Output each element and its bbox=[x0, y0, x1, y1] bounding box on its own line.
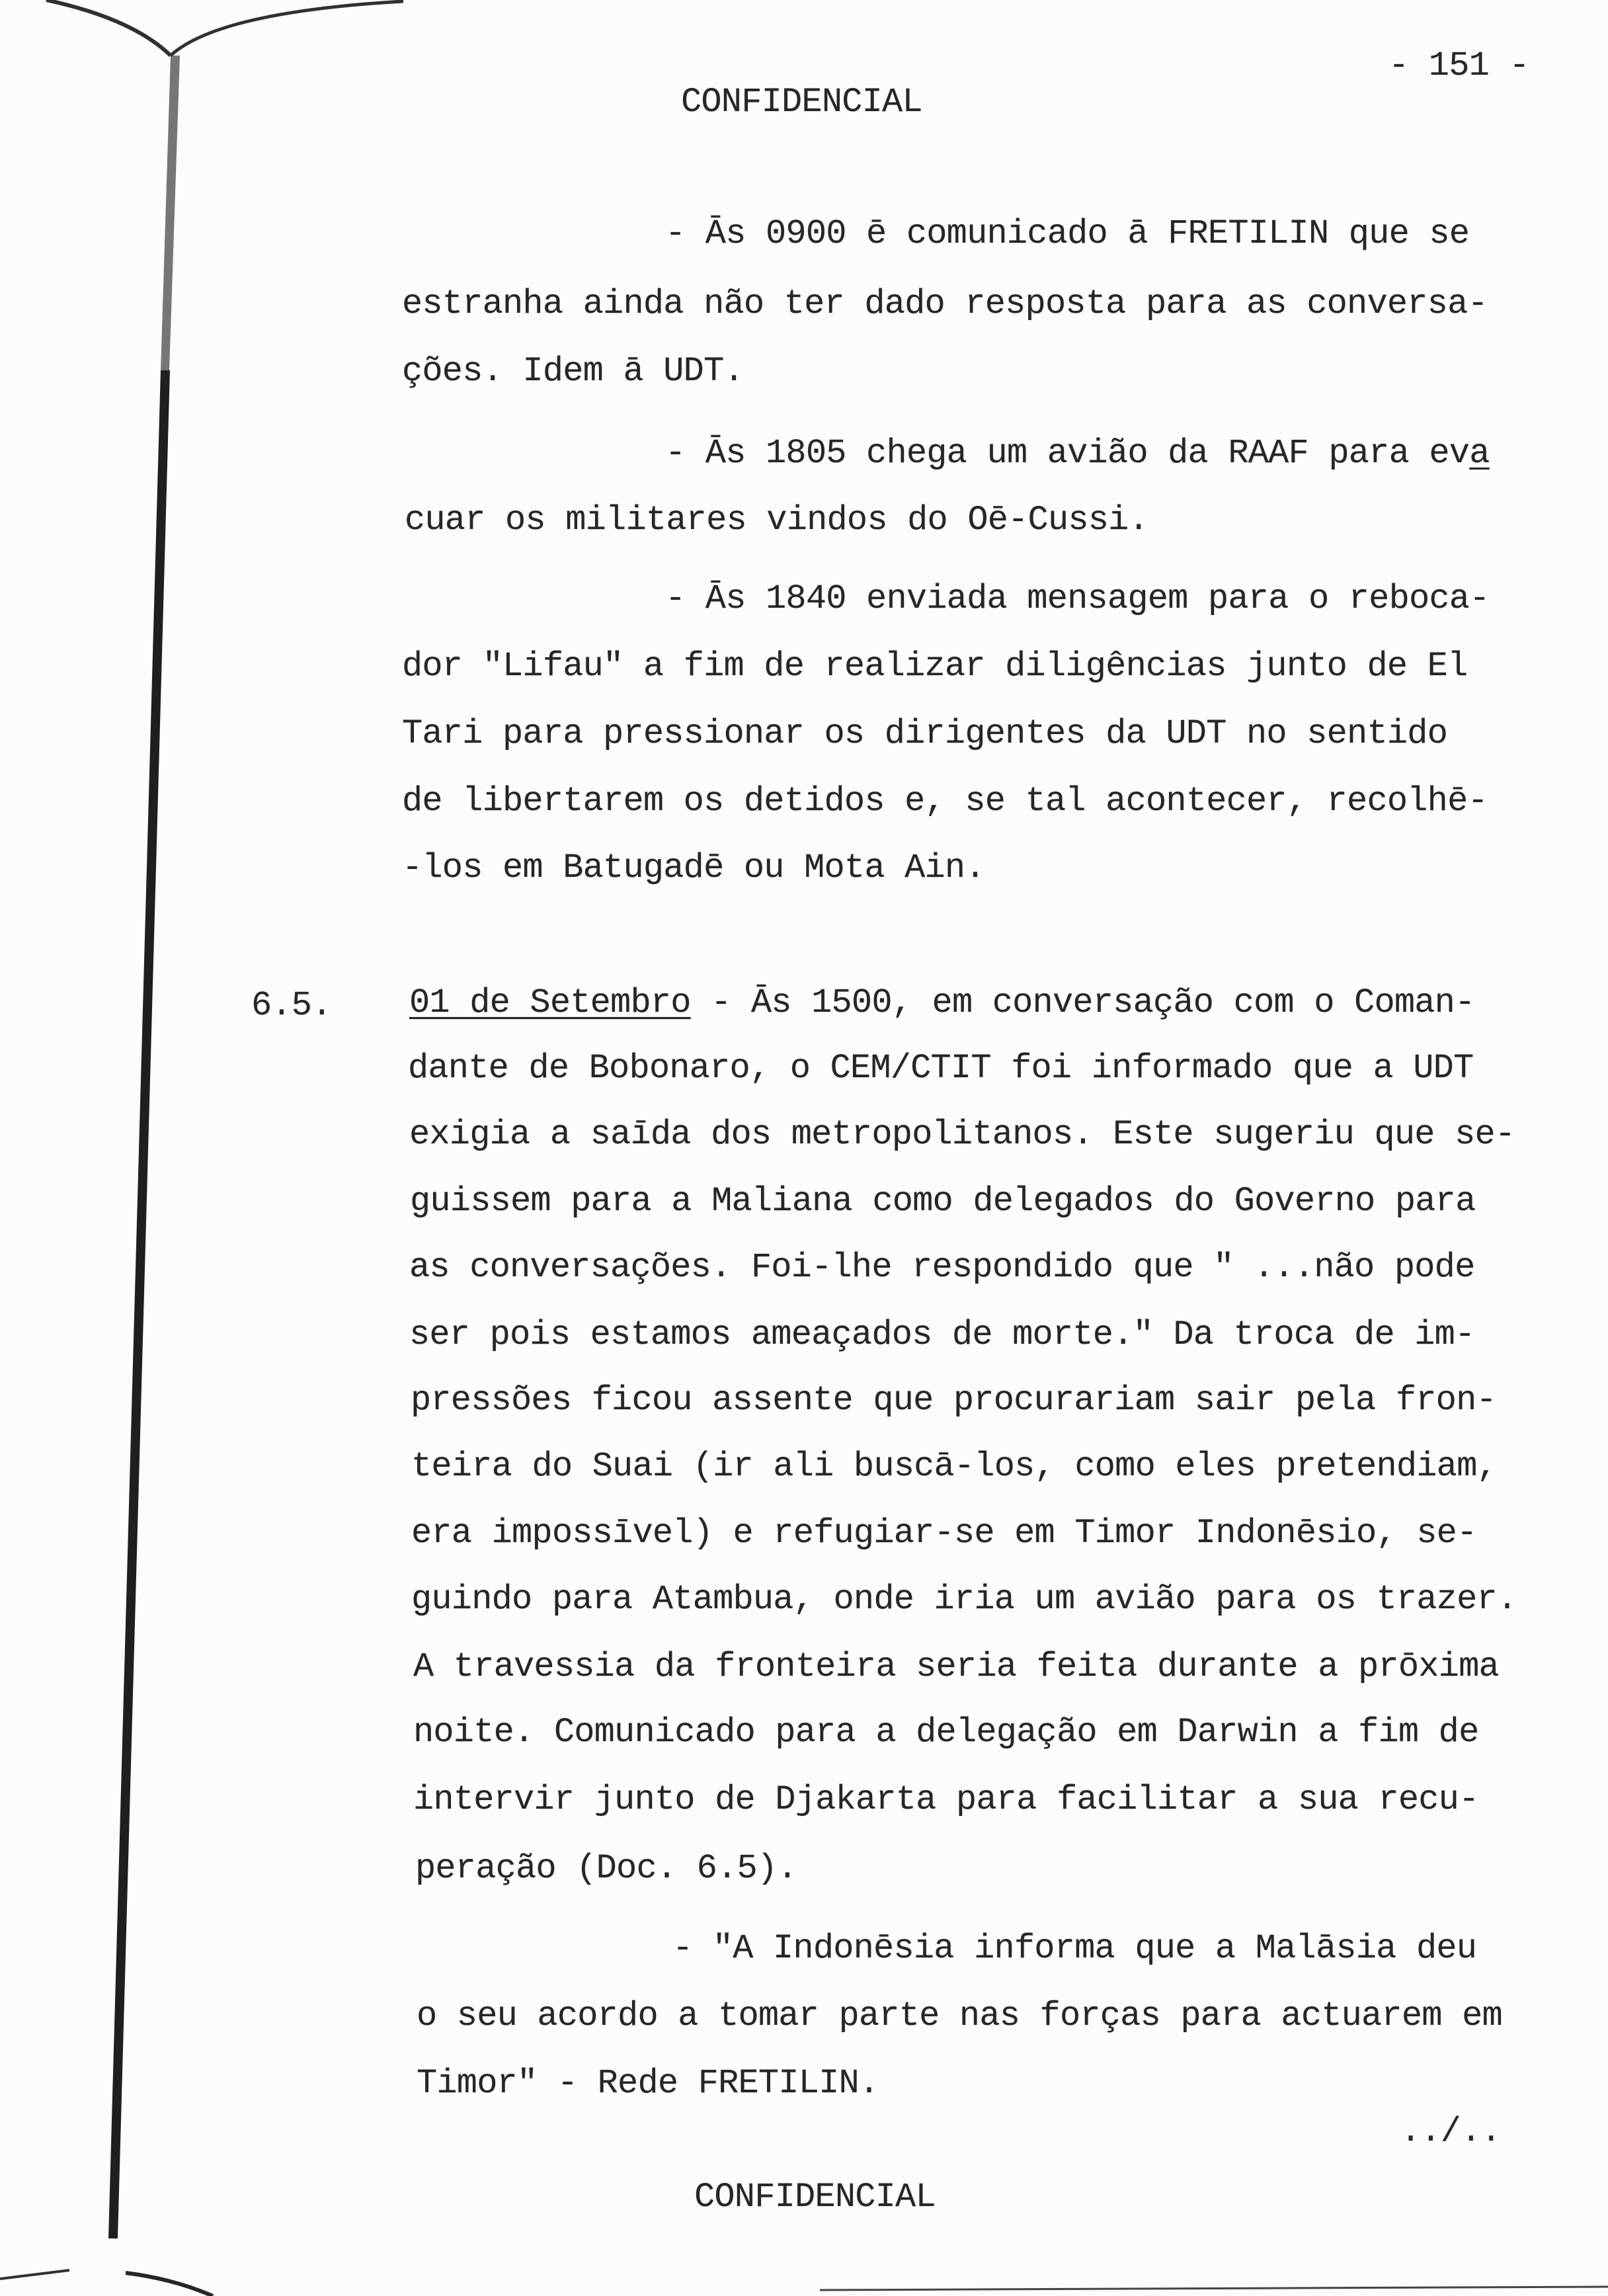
entry-1805-line bbox=[665, 434, 1490, 473]
section-number: 6.5. bbox=[251, 986, 332, 1025]
section-line: noite. Comunicado para a delegação em Darwin a fim de bbox=[413, 1713, 1479, 1752]
section-date-heading: 01 de Setembro bbox=[409, 983, 691, 1022]
text-segment: - Ās 1805 chega um avião da RAAF para ev bbox=[665, 434, 1470, 473]
bottom-left-edge-line bbox=[0, 2270, 69, 2279]
entry-0900-line: estranha ainda não ter dado resposta para as conversa- bbox=[402, 284, 1488, 323]
section-line: era impossīvel) e refugiar-se em Timor Indonēsio, se- bbox=[411, 1514, 1477, 1553]
section-line: guindo para Atambua, onde iria um avião para os trazer. bbox=[411, 1580, 1517, 1619]
section-line: exigia a saīda dos metropolitanos. Este sugeriu que se- bbox=[409, 1115, 1515, 1154]
entry-fretilin-line: Timor" - Rede FRETILIN. bbox=[417, 2064, 879, 2103]
classification-footer: CONFIDENCIAL bbox=[694, 2178, 936, 2217]
section-line: ser pois estamos ameaçados de morte." Da troca de im- bbox=[409, 1315, 1475, 1354]
section-line: A travessia da fronteira seria feita durante a prōxima bbox=[413, 1647, 1499, 1686]
entry-fretilin-line: - "A Indonēsia informa que a Malāsia deu bbox=[672, 1929, 1477, 1968]
bottom-left-fold-line bbox=[126, 2273, 213, 2296]
entry-fretilin-line: o seu acordo a tomar parte nas forças para actuarem em bbox=[417, 1996, 1502, 2035]
top-fold-line bbox=[171, 1, 403, 56]
entry-1840-line: Tari para pressionar os dirigentes da UDT no sentido bbox=[402, 714, 1448, 753]
text-segment: - Ās 1500, em conversação com o Coman- bbox=[690, 983, 1475, 1022]
classification-header: CONFIDENCIAL bbox=[681, 83, 922, 122]
entry-1805-line: cuar os militares vindos do Oē-Cussi. bbox=[405, 501, 1148, 540]
section-line: peração (Doc. 6.5). bbox=[415, 1849, 797, 1888]
underlined-text: a bbox=[1469, 434, 1490, 473]
section-line: as conversações. Foi-lhe respondido que " ...não pode bbox=[409, 1248, 1475, 1287]
binding-shadow-top bbox=[161, 56, 180, 370]
page-number: - 151 - bbox=[1388, 46, 1529, 85]
entry-1840-line: -los em Batugadē ou Mota Ain. bbox=[402, 848, 985, 887]
entry-1840-line: - Ās 1840 enviada mensagem para o reboca- bbox=[665, 579, 1490, 618]
top-left-fold-line bbox=[46, 0, 171, 56]
section-line bbox=[409, 983, 1474, 1023]
section-line: teira do Suai (ir ali buscā-los, como eles pretendiam, bbox=[411, 1447, 1497, 1486]
section-line: dante de Bobonaro, o CEM/CTIT foi informado que a UDT bbox=[408, 1049, 1474, 1088]
entry-0900-line: ções. Idem ā UDT. bbox=[402, 352, 744, 391]
section-line: pressões ficou assente que procurariam sair pela fron- bbox=[411, 1381, 1496, 1420]
section-line: intervir junto de Djakarta para facilitar a sua recu- bbox=[413, 1780, 1479, 1819]
entry-1840-line: dor "Lifau" a fim de realizar diligências junto de El bbox=[402, 647, 1468, 686]
continuation-mark: ../.. bbox=[1400, 2112, 1502, 2151]
entry-1840-line: de libertarem os detidos e, se tal acontecer, recolhē- bbox=[402, 782, 1488, 821]
binding-shadow bbox=[108, 370, 170, 2238]
section-line: guissem para a Maliana como delegados do Governo para bbox=[410, 1182, 1476, 1221]
entry-0900-line: - Ās 0900 ē comunicado ā FRETILIN que se bbox=[665, 214, 1470, 253]
bottom-right-edge-line bbox=[820, 2287, 1608, 2290]
